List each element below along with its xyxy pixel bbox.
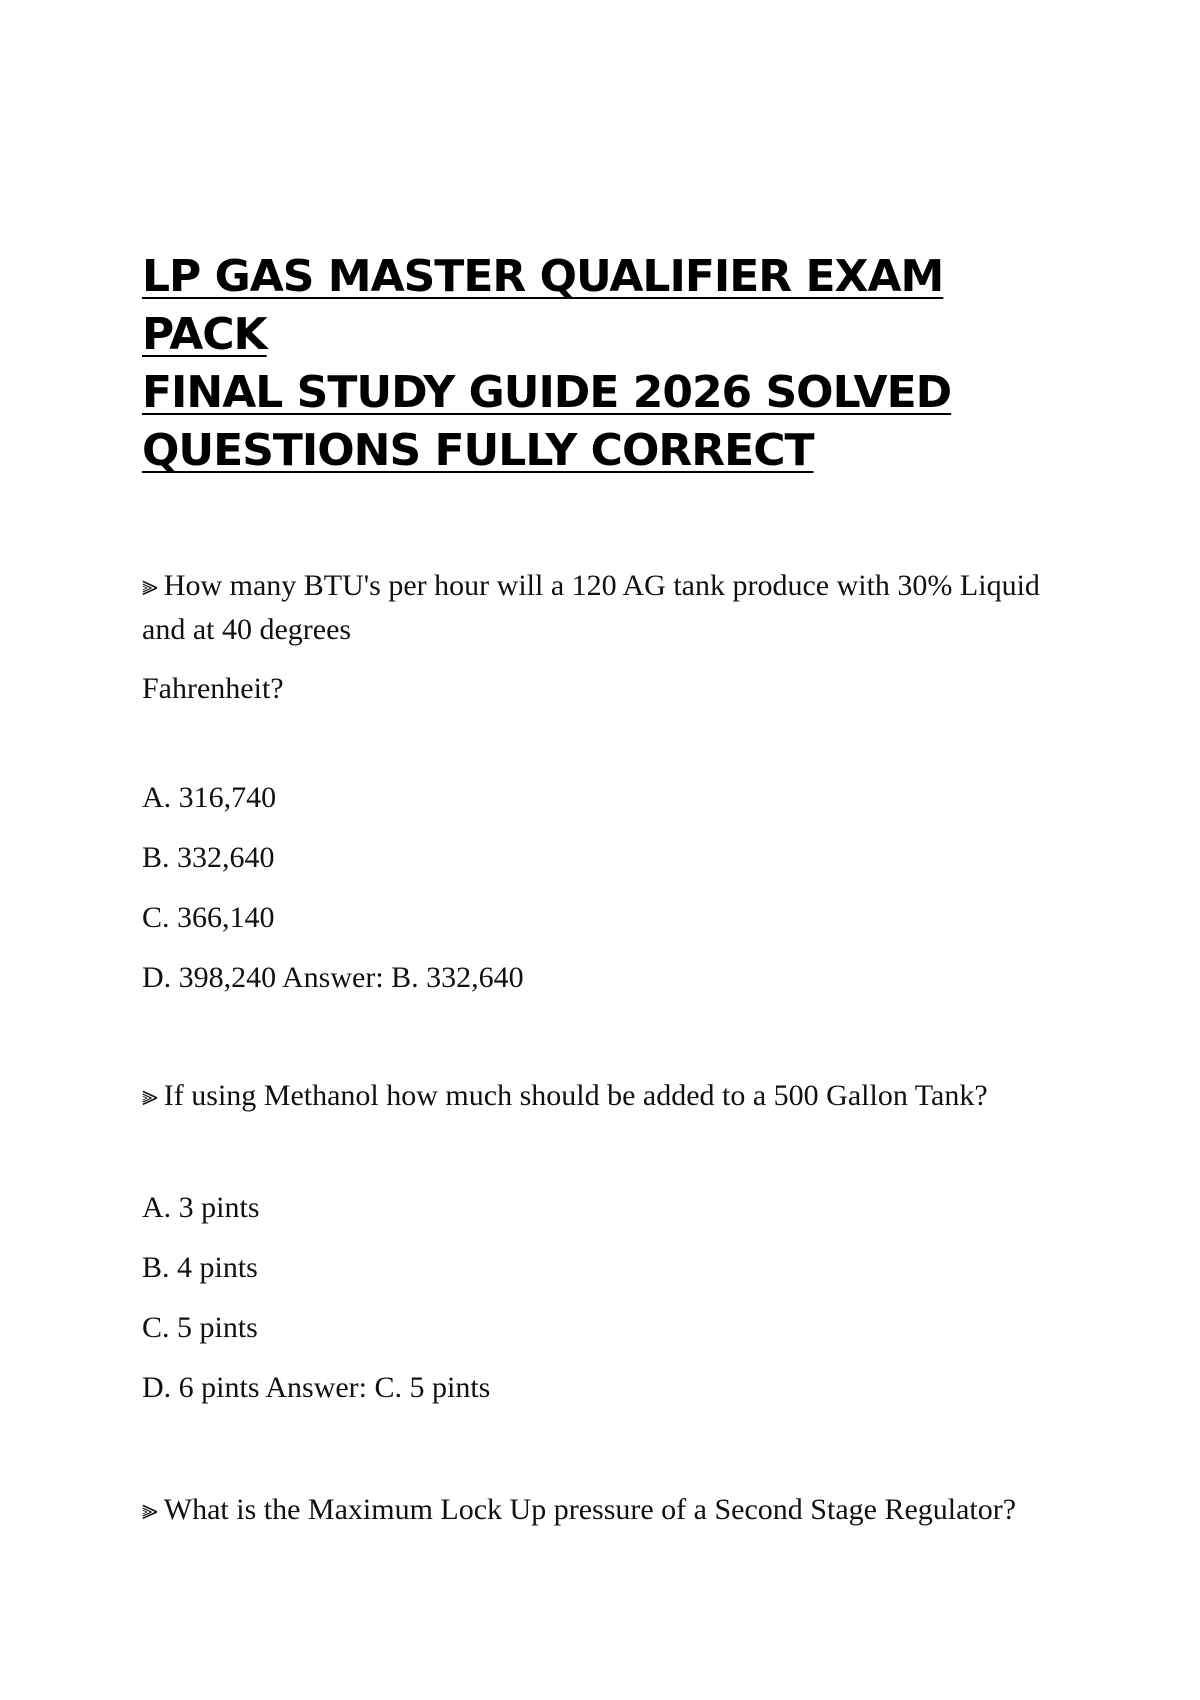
title-line: FINAL STUDY GUIDE 2026 SOLVED	[142, 367, 952, 418]
question-text	[142, 1488, 1082, 1532]
answer-options	[142, 780, 1082, 1020]
answer-option: C. 366,140	[142, 901, 275, 934]
question-text	[142, 564, 1082, 651]
arrow-bullet-icon: ⫸	[142, 1081, 158, 1112]
arrow-bullet-icon: ⫸	[142, 571, 158, 602]
question-block	[142, 1488, 1082, 1532]
answer-option: B. 332,640	[142, 841, 275, 874]
answer-option: B. 4 pints	[142, 1251, 258, 1284]
question-text-line: If using Methanol how much should be added to a 500 Gallon Tank?	[163, 1079, 988, 1112]
title-line: QUESTIONS FULLY CORRECT	[142, 425, 814, 476]
answer-option: A. 316,740	[142, 781, 277, 814]
answer-options	[142, 1190, 1082, 1430]
question-block	[142, 564, 1082, 1020]
arrow-bullet-icon: ⫸	[142, 1495, 158, 1526]
question-block	[142, 1074, 1082, 1430]
question-continuation: Fahrenheit?	[142, 672, 284, 705]
question-text-line: How many BTU's per hour will a 120 AG tank produce with 30% Liquid and at 40 degrees	[142, 569, 1040, 646]
title-line: LP GAS MASTER QUALIFIER EXAM PACK	[142, 251, 944, 360]
answer-option: D. 398,240 Answer: B. 332,640	[142, 961, 524, 994]
answer-option: C. 5 pints	[142, 1311, 258, 1344]
answer-option: D. 6 pints Answer: C. 5 pints	[142, 1371, 491, 1404]
question-text	[142, 1074, 1082, 1118]
document-page	[142, 248, 1082, 1532]
question-text-line: What is the Maximum Lock Up pressure of a Second Stage Regulator?	[163, 1493, 1017, 1526]
answer-option: A. 3 pints	[142, 1191, 260, 1224]
document-title	[142, 248, 1082, 480]
